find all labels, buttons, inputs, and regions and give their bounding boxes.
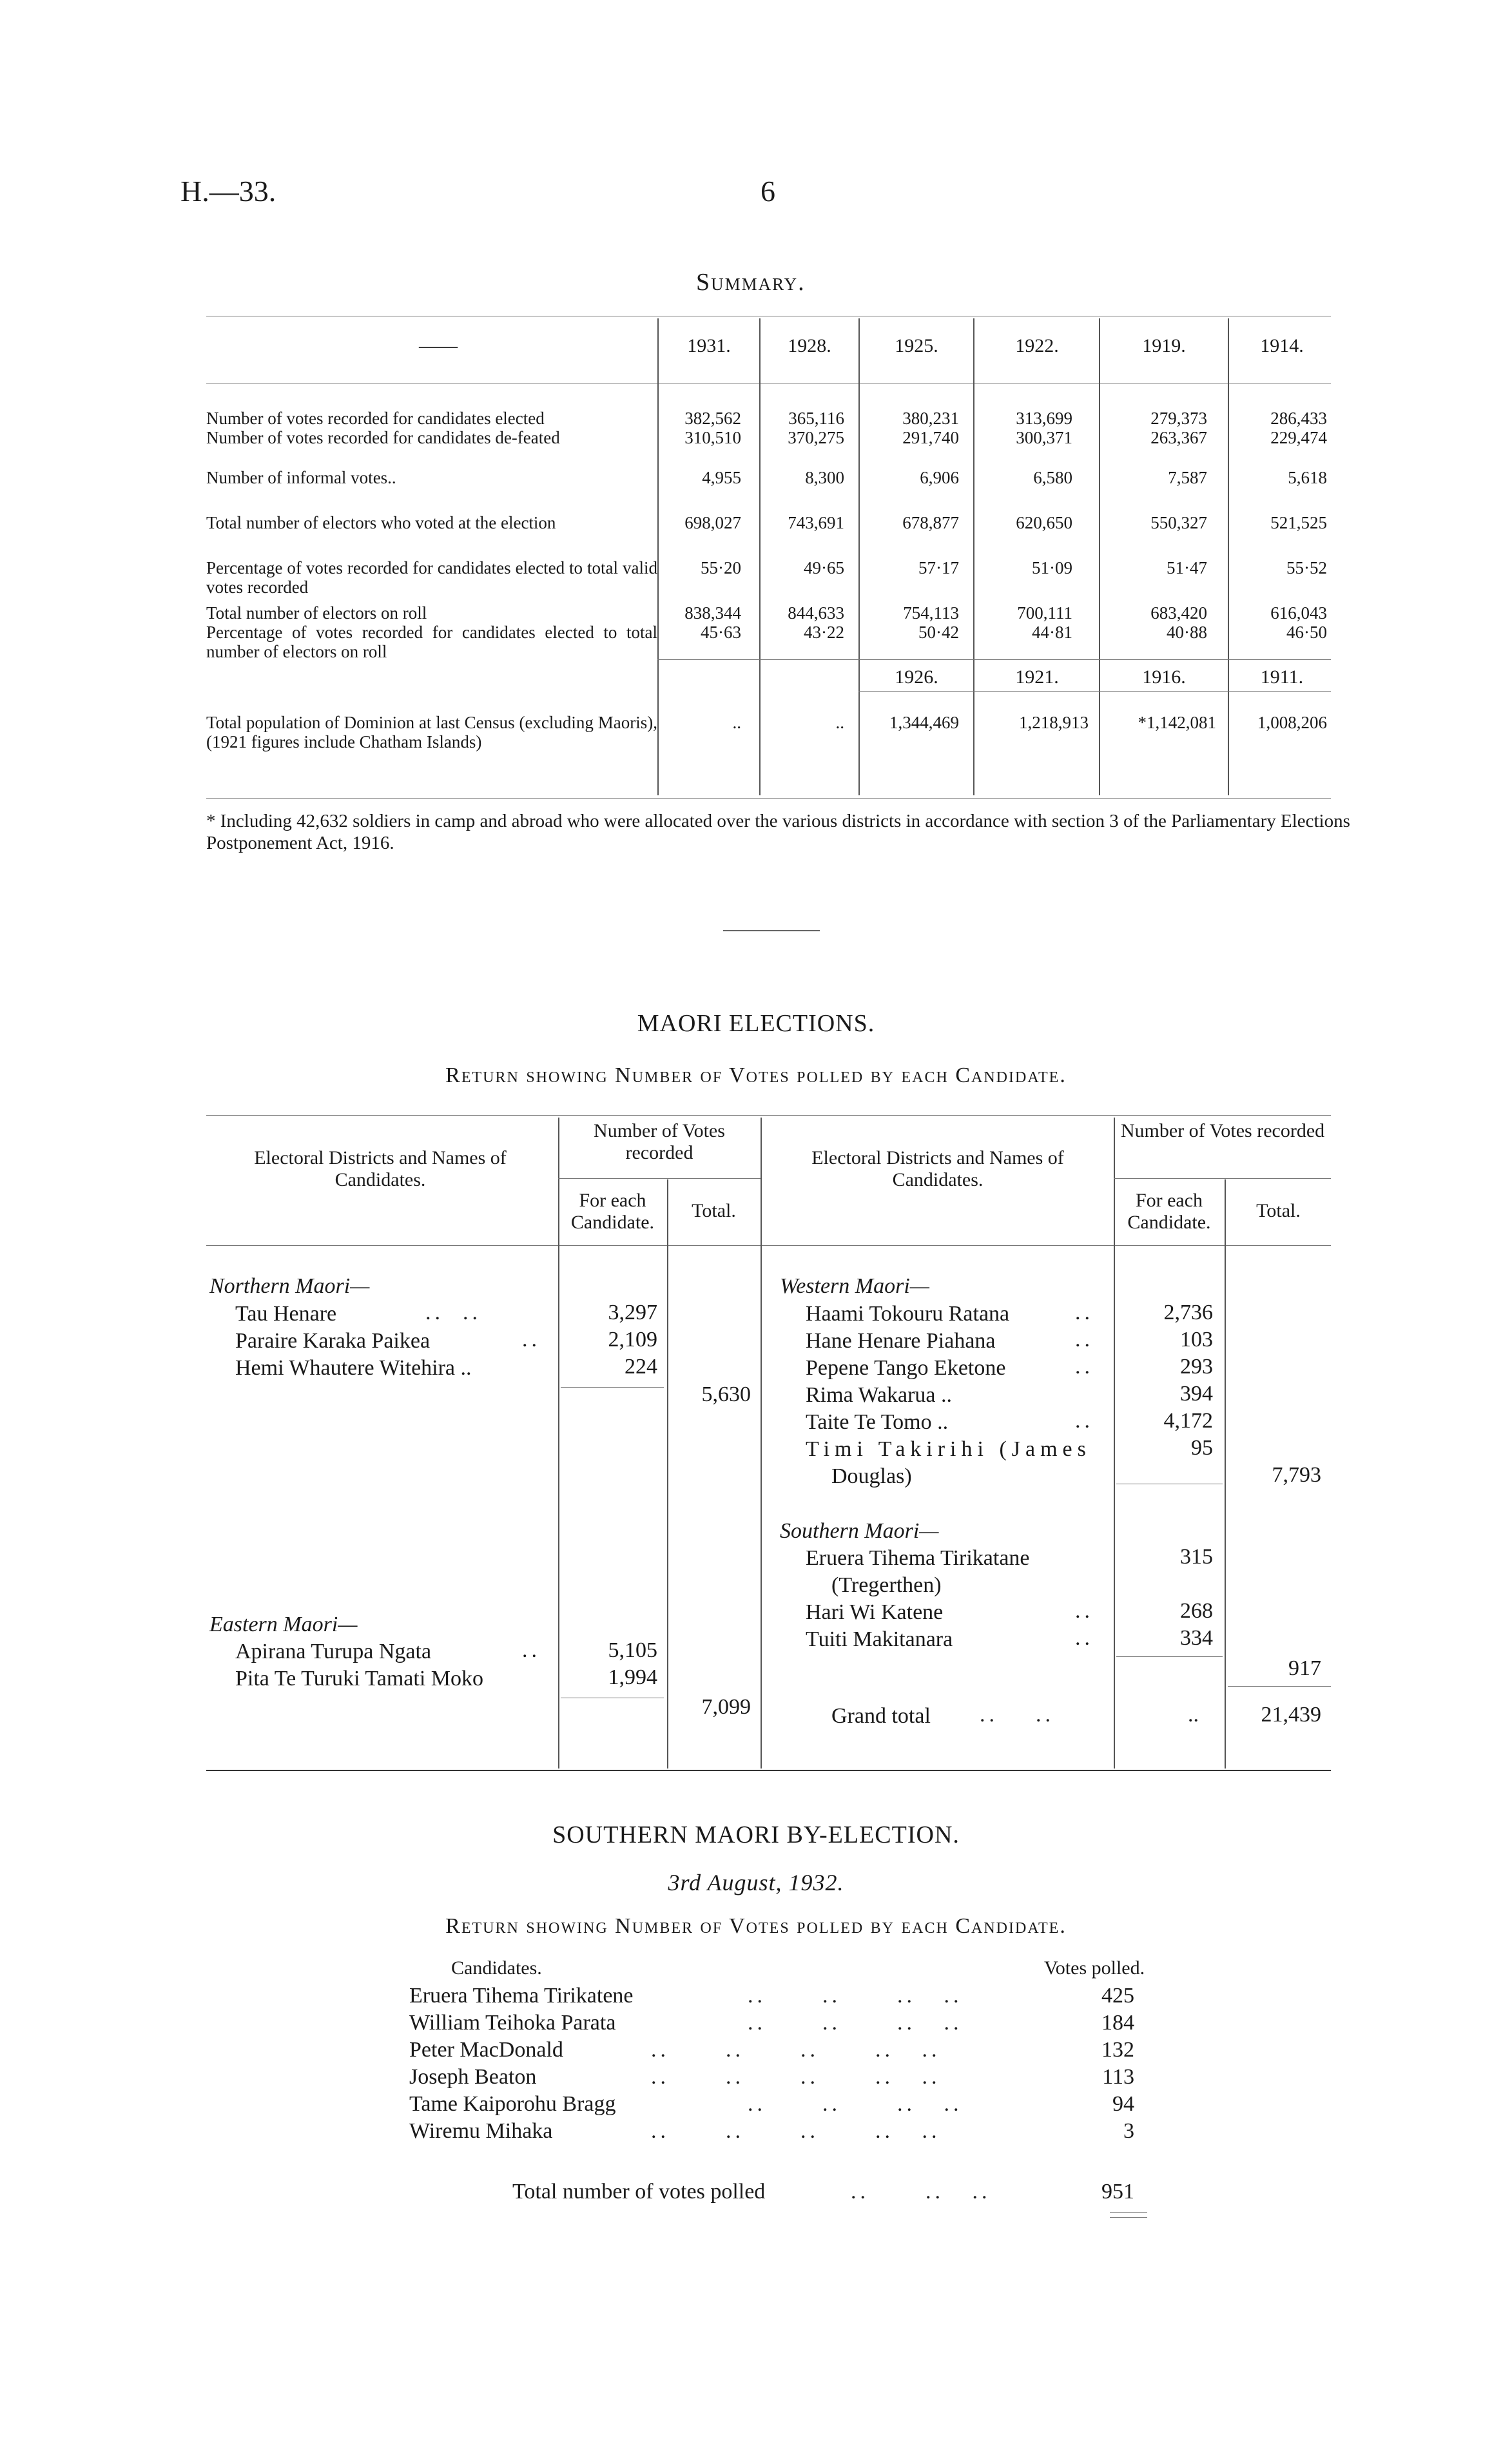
candidate-name: Pita Te Turuki Tamati Moko <box>235 1667 484 1691</box>
summary-cell: 6,906 <box>920 468 959 487</box>
candidate-votes: 2,736 <box>1163 1301 1213 1324</box>
summary-cell: 521,525 <box>1270 513 1327 532</box>
year-header: 1919. <box>1142 335 1186 356</box>
census-year-header: 1926. <box>895 666 938 688</box>
census-year-header: 1911. <box>1260 666 1304 688</box>
summary-cell: 263,367 <box>1150 428 1207 447</box>
summary-cell: 55·52 <box>1286 558 1327 577</box>
byelection-candidate-name: Eruera Tihema Tirikatene <box>409 1984 634 2008</box>
byelection-candidate-name: Joseph Beaton <box>409 2065 537 2089</box>
summary-cell: 310,510 <box>684 428 741 447</box>
summary-cell: 51·09 <box>1032 558 1072 577</box>
district-total: 7,099 <box>701 1695 751 1719</box>
candidate-name: Paraire Karaka Paikea <box>235 1329 431 1353</box>
year-header: 1931. <box>687 335 731 356</box>
candidate-votes: 103 <box>1180 1328 1213 1352</box>
candidate-name: Hari Wi Katene <box>806 1600 944 1624</box>
summary-cell: 49·65 <box>804 558 844 577</box>
maori-head-districts-right: Electoral Districts and Names of Candidates. <box>811 1147 1064 1190</box>
summary-row-label: Total number of electors who voted at the election <box>206 513 556 532</box>
summary-row-label: Number of votes recorded for candidates elected <box>206 409 545 428</box>
census-cell: .. <box>732 713 741 732</box>
summary-cell: 700,111 <box>1017 603 1072 623</box>
year-header: 1928. <box>788 335 831 356</box>
candidate-name: Tuiti Makitanara <box>806 1627 953 1651</box>
candidate-votes: 2,109 <box>608 1328 657 1352</box>
byelection-title: SOUTHERN MAORI BY-ELECTION. <box>552 1821 960 1848</box>
maori-head-each-right: For each Candidate. <box>1127 1190 1211 1233</box>
summary-cell: 370,275 <box>788 428 844 447</box>
summary-cell: 4,955 <box>702 468 741 487</box>
document-reference: H.—33. <box>180 175 276 208</box>
summary-cell: 743,691 <box>788 513 844 532</box>
census-year-header: 1921. <box>1015 666 1059 688</box>
candidate-name: Eruera Tihema Tirikatane <box>806 1546 1030 1570</box>
summary-cell: 46·50 <box>1286 623 1327 642</box>
summary-cell: 5,618 <box>1288 468 1327 487</box>
byelection-candidate-name: William Teihoka Parata <box>409 2011 616 2035</box>
candidate-votes: 334 <box>1180 1626 1213 1650</box>
summary-cell: 279,373 <box>1150 409 1207 428</box>
summary-cell: 6,580 <box>1033 468 1072 487</box>
summary-footnote: * Including 42,632 soldiers in camp and abroad who were allocated over the various districts in accordance with section 3 of the Parliamentary Elections Postponement Act, 1916. <box>206 811 1350 853</box>
census-cell: *1,142,081 <box>1138 713 1216 732</box>
summary-cell: 286,433 <box>1270 409 1327 428</box>
summary-cell: 683,420 <box>1150 603 1207 623</box>
candidate-name: Hemi Whautere Witehira .. <box>235 1356 472 1380</box>
district-total: 5,630 <box>701 1382 751 1406</box>
candidate-votes: 5,105 <box>608 1638 657 1662</box>
district-southern: Southern Maori— <box>780 1519 939 1543</box>
district-total: 7,793 <box>1272 1463 1321 1487</box>
page-number: 6 <box>761 175 775 208</box>
maori-head-each-left: For each Candidate. <box>570 1190 655 1233</box>
candidate-votes: 95 <box>1191 1436 1213 1460</box>
candidate-name-continued: (Tregerthen) <box>831 1573 942 1597</box>
summary-cell: 51·47 <box>1167 558 1207 577</box>
candidate-votes: 1,994 <box>608 1665 657 1689</box>
summary-cell: 55·20 <box>701 558 741 577</box>
summary-cell: 380,231 <box>902 409 959 428</box>
summary-row-label: Number of votes recorded for candidates de-feated <box>206 428 560 447</box>
maori-elections-title: MAORI ELECTIONS. <box>637 1010 875 1037</box>
maori-head-votes-left: Number of Votes recorded <box>594 1120 725 1163</box>
census-year-header: 1916. <box>1142 666 1186 688</box>
byelection-date: 3rd August, 1932. <box>668 1870 844 1895</box>
grand-total-value: 21,439 <box>1261 1703 1321 1727</box>
byelection-candidate-votes: 425 <box>1101 1984 1134 2008</box>
maori-head-total-right: Total. <box>1256 1200 1301 1221</box>
byelection-total-value: 951 <box>1101 2180 1134 2204</box>
summary-cell: 550,327 <box>1150 513 1207 532</box>
summary-cell: 698,027 <box>684 513 741 532</box>
candidate-votes: 293 <box>1180 1355 1213 1379</box>
byelection-candidate-name: Wiremu Mihaka <box>409 2119 553 2143</box>
year-header: 1922. <box>1015 335 1059 356</box>
summary-cell: 620,650 <box>1016 513 1072 532</box>
maori-head-total-left: Total. <box>692 1200 736 1221</box>
summary-cell: 40·88 <box>1167 623 1207 642</box>
candidate-name: Taite Te Tomo .. <box>806 1410 949 1434</box>
candidate-name-continued: Douglas) <box>831 1464 912 1488</box>
census-cell: .. <box>835 713 844 732</box>
maori-return-subtitle: Return showing Number of Votes polled by each Candidate. <box>445 1063 1067 1087</box>
summary-cell: 838,344 <box>684 603 741 623</box>
summary-cell: 8,300 <box>805 468 844 487</box>
candidate-name: Pepene Tango Eketone <box>806 1356 1006 1380</box>
summary-cell: 44·81 <box>1032 623 1072 642</box>
grand-total-dots: .. <box>1188 1703 1199 1727</box>
candidate-votes: 268 <box>1180 1599 1213 1623</box>
summary-dash-header: —— <box>419 335 458 356</box>
summary-cell: 754,113 <box>903 603 959 623</box>
district-northern: Northern Maori— <box>209 1274 370 1298</box>
summary-cell: 229,474 <box>1270 428 1327 447</box>
byelection-head-candidates: Candidates. <box>451 1957 542 1979</box>
summary-cell: 7,587 <box>1168 468 1207 487</box>
candidate-votes: 3,297 <box>608 1301 657 1324</box>
summary-cell: 616,043 <box>1270 603 1327 623</box>
candidate-name: Hane Henare Piahana <box>806 1329 996 1353</box>
summary-cell: 365,116 <box>788 409 844 428</box>
district-eastern: Eastern Maori— <box>209 1613 358 1636</box>
census-cell: 1,008,206 <box>1257 713 1327 732</box>
candidate-name: Apirana Turupa Ngata <box>235 1640 432 1663</box>
summary-cell: 50·42 <box>918 623 959 642</box>
candidate-name: Timi Takirihi (James <box>806 1437 1091 1461</box>
maori-head-votes-right: Number of Votes recorded <box>1120 1120 1325 1141</box>
byelection-subtitle: Return showing Number of Votes polled by each Candidate. <box>445 1914 1067 1938</box>
candidate-name: Haami Tokouru Ratana <box>806 1302 1010 1326</box>
byelection-candidate-votes: 3 <box>1123 2119 1134 2143</box>
byelection-candidate-votes: 94 <box>1112 2092 1134 2116</box>
summary-cell: 300,371 <box>1016 428 1072 447</box>
summary-row-label: Number of informal votes.. <box>206 468 396 487</box>
byelection-candidate-name: Peter MacDonald <box>409 2038 563 2062</box>
candidate-name: Tau Henare <box>235 1302 337 1326</box>
byelection-candidate-votes: 113 <box>1102 2065 1134 2089</box>
candidate-name: Rima Wakarua .. <box>806 1383 953 1407</box>
district-western: Western Maori— <box>780 1274 930 1298</box>
summary-cell: 844,633 <box>788 603 844 623</box>
byelection-candidate-votes: 184 <box>1101 2011 1134 2035</box>
summary-cell: 43·22 <box>804 623 844 642</box>
census-cell: 1,344,469 <box>889 713 959 732</box>
summary-cell: 313,699 <box>1016 409 1072 428</box>
byelection-candidate-name: Tame Kaiporohu Bragg <box>409 2092 616 2116</box>
year-header: 1925. <box>895 335 938 356</box>
summary-cell: 57·17 <box>918 558 959 577</box>
summary-row-label: Percentage of votes recorded for candidates elected to total valid votes recorded <box>206 558 657 597</box>
summary-cell: 45·63 <box>701 623 741 642</box>
district-total: 917 <box>1288 1656 1321 1680</box>
summary-cell: 291,740 <box>902 428 959 447</box>
summary-row-label: Percentage of votes recorded for candidates elected to total number of electors on roll <box>206 623 657 661</box>
candidate-votes: 4,172 <box>1163 1409 1213 1433</box>
summary-title: Summary. <box>696 269 806 296</box>
year-header: 1914. <box>1260 335 1304 356</box>
summary-cell: 678,877 <box>902 513 959 532</box>
summary-row-label: Total number of electors on roll <box>206 603 427 623</box>
candidate-votes: 315 <box>1180 1545 1213 1569</box>
maori-head-districts-left: Electoral Districts and Names of Candidates. <box>254 1147 507 1190</box>
byelection-candidate-votes: 132 <box>1101 2038 1134 2062</box>
byelection-head-votes: Votes polled. <box>1044 1957 1145 1979</box>
census-row-label: Total population of Dominion at last Census (excluding Maoris), (1921 figures include Chatham Islands) <box>206 713 657 751</box>
summary-cell: 382,562 <box>684 409 741 428</box>
candidate-votes: 394 <box>1180 1382 1213 1406</box>
candidate-votes: 224 <box>625 1355 657 1379</box>
census-cell: 1,218,913 <box>1019 713 1089 732</box>
grand-total-label: Grand total <box>831 1704 931 1728</box>
byelection-total-label: Total number of votes polled <box>512 2180 766 2204</box>
